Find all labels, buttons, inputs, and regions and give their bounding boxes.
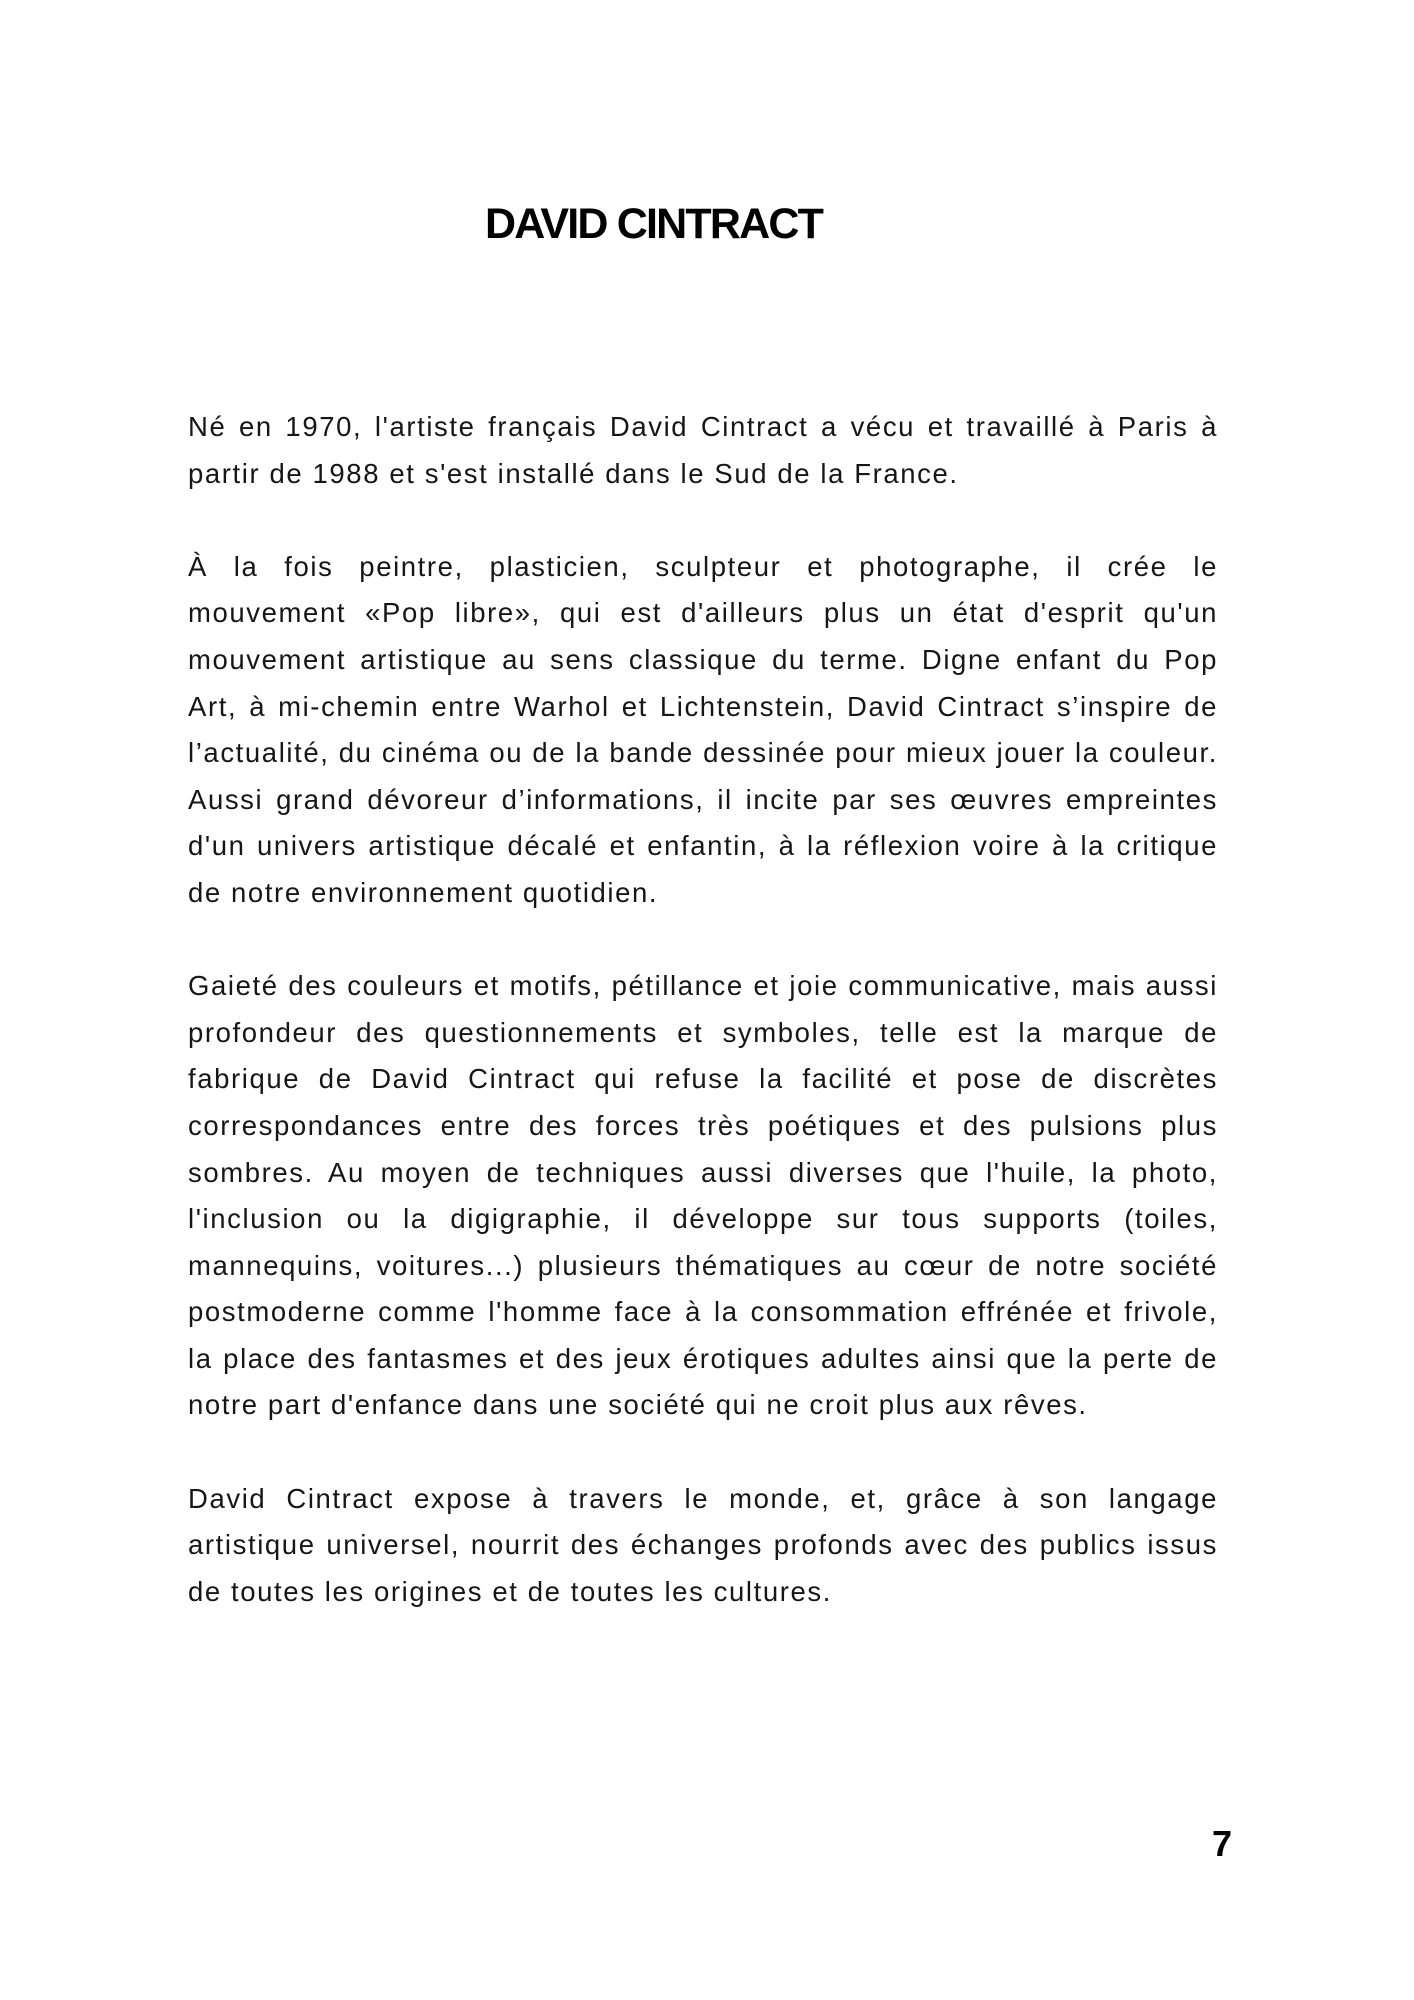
biography-text [188, 404, 1218, 1662]
page-title: DAVID CINTRACT [485, 200, 823, 248]
paragraph-birth: Né en 1970, l'artiste français David Cintract a vécu et travaillé à Paris à partir de 1988 et s'est installé dans le Sud de la France. [188, 411, 1218, 489]
paragraph-themes: Gaieté des couleurs et motifs, pétillance et joie communicative, mais aussi profondeur des questionnements et symboles, telle est la marque de fabrique de David Cintract qui refuse la facilité et pose de discrètes correspondances entre des forces très poétiques et des pulsions plus sombres. Au moyen de techniques aussi diverses que l'huile, la photo, l'inclusion ou la digigraphie, il développe sur tous supports (toiles, mannequins, voitures...) plusieurs thématiques au cœur de notre société postmoderne comme l'homme face à la consommation effrénée et frivole, la place des fantasmes et des jeux érotiques adultes ainsi que la perte de notre part d'enfance dans une société qui ne croit plus aux rêves. [188, 970, 1218, 1421]
paragraph-exhibitions: David Cintract expose à travers le monde, et, grâce à son langage artistique universel, nourrit des échanges profonds avec des publics issus de toutes les origines et de toutes les cultures. [188, 1482, 1218, 1607]
paragraph-pop-libre: À la fois peintre, plasticien, sculpteur et photographe, il crée le mouvement «Pop libre», qui est d'ailleurs plus un état d'esprit qu'un mouvement artistique au sens classique du terme. Digne enfant du Pop Art, à mi-chemin entre Warhol et Lichtenstein, David Cintract s’inspire de l’actualité, du cinéma ou de la bande dessinée pour mieux jouer la couleur. Aussi grand dévoreur d’informations, il incite par ses œuvres empreintes d'un univers artistique décalé et enfantin, à la réflexion voire à la critique de notre environnement quotidien. [188, 550, 1218, 908]
page-number: 7 [1212, 1823, 1233, 1864]
